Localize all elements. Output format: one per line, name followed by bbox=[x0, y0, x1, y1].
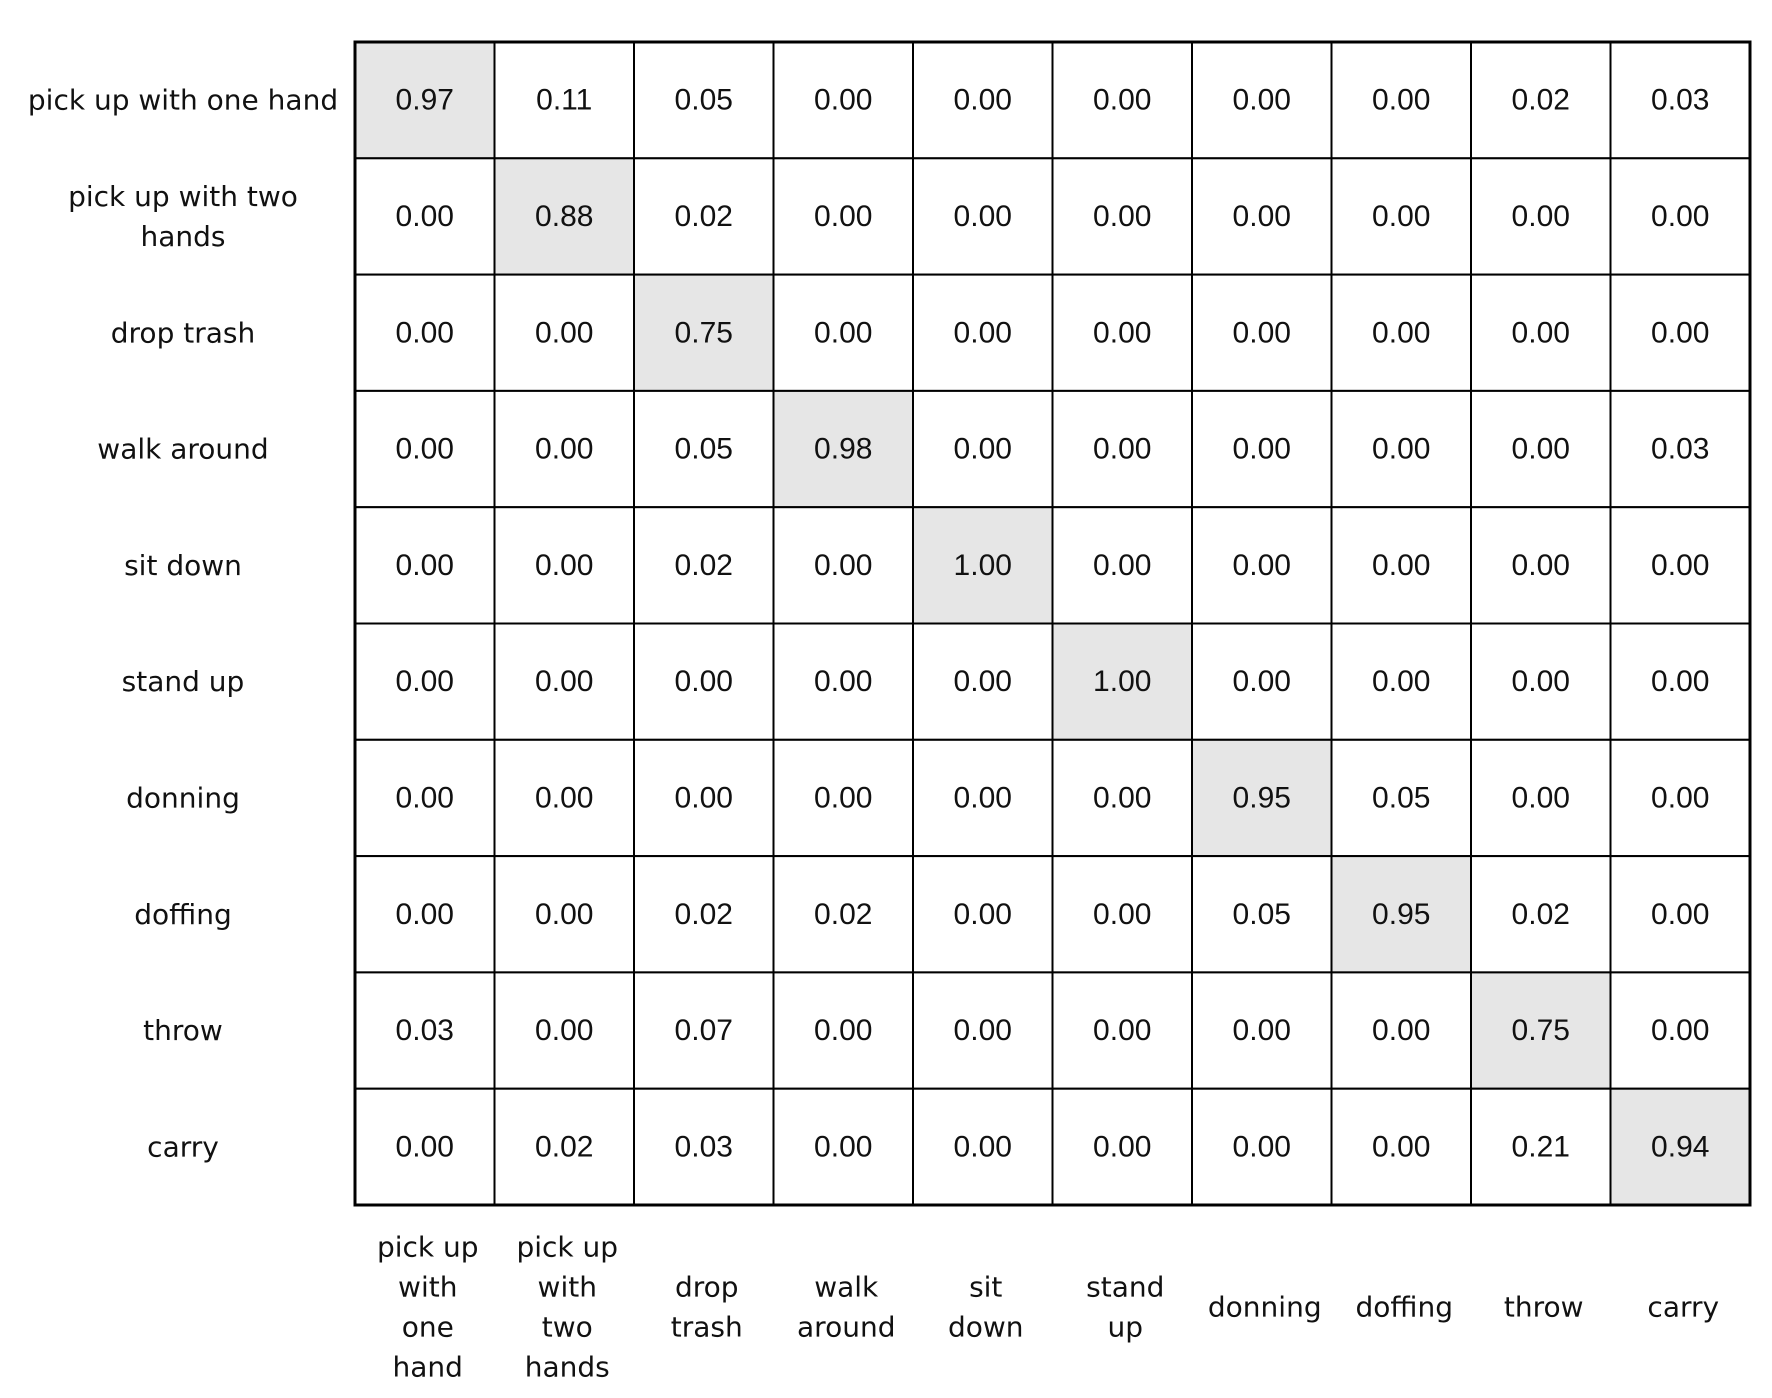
cell-value-label: 0.00 bbox=[814, 665, 873, 699]
column-label: stand up bbox=[1086, 1270, 1165, 1344]
column-label: pick up with two hands bbox=[516, 1230, 619, 1384]
cell-value-label: 0.21 bbox=[1511, 1130, 1570, 1164]
cell-value-label: 0.00 bbox=[535, 548, 594, 582]
cell-value-label: 0.02 bbox=[814, 897, 873, 931]
cell-value-label: 0.00 bbox=[1651, 665, 1710, 699]
cell-value-label: 0.00 bbox=[1511, 316, 1570, 350]
cell-value-label: 0.00 bbox=[953, 781, 1012, 815]
row-label: pick up with two hands bbox=[68, 179, 298, 253]
cell-value-label: 0.07 bbox=[674, 1014, 733, 1048]
column-label: doffing bbox=[1355, 1290, 1453, 1324]
cell-value-label: 0.00 bbox=[674, 665, 733, 699]
cell-value-label: 0.00 bbox=[1651, 781, 1710, 815]
cell-value-label: 0.00 bbox=[1093, 83, 1152, 117]
cell-value-label: 0.00 bbox=[535, 897, 594, 931]
cell-value-label: 0.00 bbox=[1372, 665, 1431, 699]
cell-value-label: 0.00 bbox=[1232, 199, 1291, 233]
cell-value-label: 0.00 bbox=[1232, 316, 1291, 350]
cell-value-label: 0.05 bbox=[1372, 781, 1431, 815]
cell-value-label: 0.88 bbox=[535, 199, 594, 233]
cell-value-label: 0.00 bbox=[953, 432, 1012, 466]
cell-value-label: 0.00 bbox=[1372, 199, 1431, 233]
cell-value-label: 0.02 bbox=[674, 548, 733, 582]
cell-value-label: 0.00 bbox=[1093, 316, 1152, 350]
cell-value-label: 0.75 bbox=[1511, 1014, 1570, 1048]
cell-value-label: 0.00 bbox=[814, 548, 873, 582]
cell-value-label: 0.00 bbox=[1651, 1014, 1710, 1048]
row-label: carry bbox=[147, 1130, 219, 1164]
cell-value-label: 0.00 bbox=[953, 316, 1012, 350]
column-labels bbox=[377, 1231, 1719, 1384]
cell-value-label: 0.03 bbox=[1651, 83, 1710, 117]
cell-value-label: 0.00 bbox=[395, 199, 454, 233]
cell-value-label: 0.00 bbox=[1511, 432, 1570, 466]
cell-value-label: 0.00 bbox=[395, 1130, 454, 1164]
cell-value-label: 0.00 bbox=[1511, 781, 1570, 815]
cell-value-label: 0.02 bbox=[1511, 83, 1570, 117]
cell-value-label: 0.00 bbox=[1232, 432, 1291, 466]
cell-value-label: 0.02 bbox=[674, 897, 733, 931]
row-label: donning bbox=[126, 781, 240, 815]
cell-value-label: 0.03 bbox=[674, 1130, 733, 1164]
row-label: doffing bbox=[134, 897, 232, 931]
cell-value-label: 0.00 bbox=[395, 897, 454, 931]
cell-value-label: 0.00 bbox=[1232, 1130, 1291, 1164]
cell-value-label: 0.75 bbox=[674, 316, 733, 350]
cell-value-label: 0.00 bbox=[1232, 83, 1291, 117]
cell-value-label: 0.02 bbox=[674, 199, 733, 233]
cell-value-label: 0.00 bbox=[395, 432, 454, 466]
cell-value-label: 0.00 bbox=[1372, 1014, 1431, 1048]
cell-value-label: 0.00 bbox=[1093, 432, 1152, 466]
cell-value-label: 0.05 bbox=[674, 83, 733, 117]
cell-value-label: 0.00 bbox=[1093, 548, 1152, 582]
cell-value-label: 0.05 bbox=[674, 432, 733, 466]
row-labels bbox=[28, 84, 338, 1164]
row-label: sit down bbox=[124, 548, 242, 582]
cell-value-label: 0.00 bbox=[1232, 548, 1291, 582]
cell-value-label: 0.00 bbox=[1093, 1014, 1152, 1048]
row-label: pick up with one hand bbox=[27, 83, 339, 117]
cell-value-label: 0.00 bbox=[814, 1014, 873, 1048]
cell-value-label: 0.00 bbox=[953, 1014, 1012, 1048]
cell-value-label: 0.00 bbox=[814, 1130, 873, 1164]
cell-value-label: 0.00 bbox=[953, 83, 1012, 117]
cell-value-label: 0.00 bbox=[1651, 897, 1710, 931]
cell-value-label: 0.03 bbox=[1651, 432, 1710, 466]
row-label: drop trash bbox=[110, 316, 256, 350]
column-label: pick up with one hand bbox=[376, 1230, 479, 1384]
cell-value-label: 0.00 bbox=[1372, 432, 1431, 466]
cell-value-label: 0.00 bbox=[1372, 1130, 1431, 1164]
cell-value-label: 0.00 bbox=[1511, 665, 1570, 699]
row-label: throw bbox=[143, 1014, 223, 1048]
cell-value-label: 0.00 bbox=[953, 1130, 1012, 1164]
cell-value-label: 0.00 bbox=[953, 199, 1012, 233]
cell-value-label: 0.00 bbox=[814, 83, 873, 117]
cell-value-label: 0.00 bbox=[814, 199, 873, 233]
cell-value-label: 0.00 bbox=[1093, 781, 1152, 815]
row-label: walk around bbox=[97, 432, 269, 466]
cell-value-label: 0.00 bbox=[535, 316, 594, 350]
cell-value-label: 0.02 bbox=[1511, 897, 1570, 931]
cell-value-label: 0.02 bbox=[535, 1130, 594, 1164]
cell-value-label: 0.00 bbox=[395, 548, 454, 582]
row-label: stand up bbox=[121, 665, 245, 699]
cell-value-label: 0.00 bbox=[1093, 1130, 1152, 1164]
cell-value-label: 0.00 bbox=[395, 665, 454, 699]
cell-value-label: 0.00 bbox=[1232, 1014, 1291, 1048]
cell-value-label: 0.00 bbox=[1232, 665, 1291, 699]
cell-value-label: 0.03 bbox=[395, 1014, 454, 1048]
cell-value-label: 0.97 bbox=[395, 83, 454, 117]
cell-value-label: 0.05 bbox=[1232, 897, 1291, 931]
cell-value-label: 0.00 bbox=[535, 432, 594, 466]
cell-value-label: 0.95 bbox=[1372, 897, 1431, 931]
cell-value-label: 0.00 bbox=[1651, 199, 1710, 233]
cell-value-label: 0.00 bbox=[395, 781, 454, 815]
cell-value-label: 0.11 bbox=[536, 83, 593, 117]
cell-value-label: 0.98 bbox=[814, 432, 873, 466]
cell-value-label: 0.00 bbox=[395, 316, 454, 350]
cell-value-label: 1.00 bbox=[1093, 665, 1152, 699]
cell-value-label: 0.00 bbox=[535, 1014, 594, 1048]
cell-value-label: 0.00 bbox=[953, 897, 1012, 931]
cell-value-label: 0.00 bbox=[1511, 199, 1570, 233]
cell-value-label: 0.00 bbox=[535, 665, 594, 699]
column-label: donning bbox=[1207, 1290, 1322, 1324]
column-label: throw bbox=[1503, 1290, 1584, 1324]
cell-value-label: 0.00 bbox=[814, 316, 873, 350]
column-label: carry bbox=[1647, 1290, 1720, 1324]
cell-value-label: 0.00 bbox=[1651, 548, 1710, 582]
cell-value-label: 0.00 bbox=[1372, 316, 1431, 350]
column-label: sit down bbox=[947, 1270, 1024, 1344]
column-label: drop trash bbox=[670, 1270, 743, 1344]
cell-value-label: 0.00 bbox=[1372, 83, 1431, 117]
cell-value-label: 0.00 bbox=[1372, 548, 1431, 582]
column-label: walk around bbox=[797, 1270, 896, 1344]
cell-value-label: 0.00 bbox=[535, 781, 594, 815]
cell-value-label: 0.94 bbox=[1651, 1130, 1710, 1164]
cell-value-label: 0.00 bbox=[814, 781, 873, 815]
cell-value-label: 0.00 bbox=[674, 781, 733, 815]
cell-value-label: 0.00 bbox=[953, 665, 1012, 699]
cell-value-label: 0.00 bbox=[1093, 199, 1152, 233]
cell-value-label: 0.00 bbox=[1511, 548, 1570, 582]
cell-value-label: 0.95 bbox=[1232, 781, 1291, 815]
cell-value-label: 1.00 bbox=[953, 548, 1012, 582]
cell-value-label: 0.00 bbox=[1651, 316, 1710, 350]
cell-value-label: 0.00 bbox=[1093, 897, 1152, 931]
